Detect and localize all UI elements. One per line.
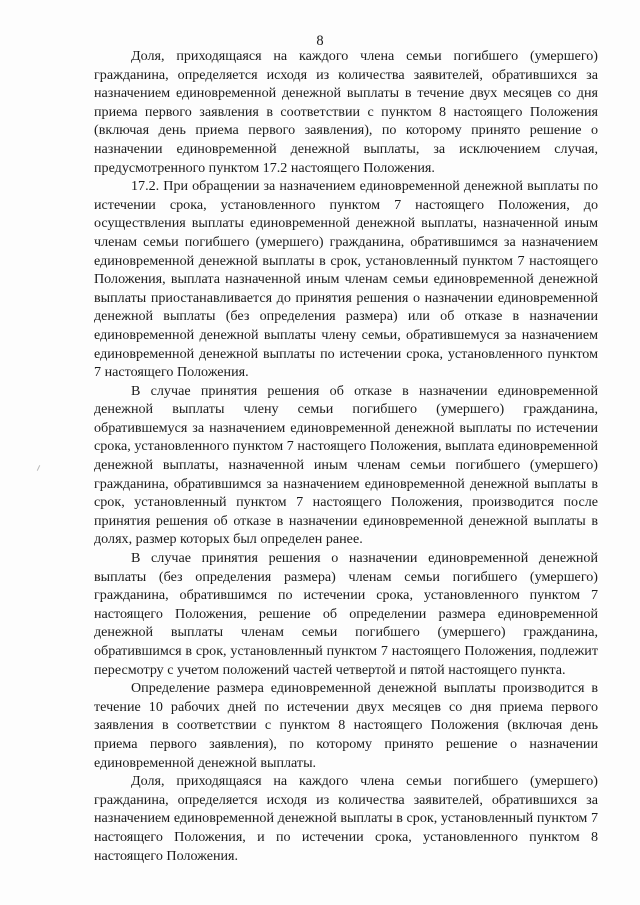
paragraph-clause-17-2: 17.2. При обращении за назначением единовременной денежной выплаты по истечении срока, установленного пунктом 7 настоящего Положения, до осуществления выплаты единовременной денежной выплаты, назначенной иным членам семьи погибшего (умершего) гражданина, обратившимся за назначением единовременной денежной выплаты в срок, установленный пунктом 7 настоящего Положения, выплата назначенной иным членам семьи единовременной денежной выплаты приостанавливается до принятия решения о назначении единовременной денежной выплаты (без определения размера) или об отказе в назначении единовременной денежной выплаты члену семьи, обратившемуся за назначением единовременной денежной выплаты по истечении срока, установленного пунктом 7 настоящего Положения. [94,178,598,381]
paragraph-share-definition: Доля, приходящаяся на каждого члена семьи погибшего (умершего) гражданина, определяется исходя из количества заявителей, обратившихся за назначением единовременной денежной выплаты в течение двух месяцев со дня приема первого заявления в соответствии с пунктом 8 настоящего Положения (включая день приема первого заявления), по которому принято решение о назначении единовременной денежной выплаты, за исключением случая, предусмотренного пунктом 17.2 настоящего Положения. [94,48,598,176]
paragraph-amount-determination: Определение размера единовременной денежной выплаты производится в течение 10 рабочих дней по истечении двух месяцев со дня приема первого заявления в соответствии с пунктом 8 настоящего Положения (включая день приема первого заявления), по которому принято решение о назначении единовременной денежной выплаты. [94,680,598,771]
paragraph-approval-case: В случае принятия решения о назначении единовременной денежной выплаты (без определения размера) членам семьи погибшего (умершего) гражданина, обратившимся по истечении срока, установленного пунктом 7 настоящего Положения, решение об определении размера единовременной денежной выплаты членам семьи погибшего (умершего) гражданина, обратившимся в срок, установленный пунктом 7 настоящего Положения, подлежит пересмотру с учетом положений частей четвертой и пятой настоящего пункта. [94,550,598,678]
paragraph-share-calculation: Доля, приходящаяся на каждого члена семьи погибшего (умершего) гражданина, определяется исходя из количества заявителей, обратившихся за назначением единовременной денежной выплаты в срок, установленный пунктом 7 настоящего Положения, и по истечении срока, установленного пунктом 8 настоящего Положения. [94,773,598,864]
document-body [94,47,598,865]
paragraph-refusal-case: В случае принятия решения об отказе в назначении единовременной денежной выплаты члену семьи погибшего (умершего) гражданина, обратившемуся за назначением единовременной денежной выплаты по истечении срока, установленного пунктом 7 настоящего Положения, выплата единовременной денежной выплаты, назначенной иным членам семьи погибшего (умершего) гражданина, обратившимся за назначением единовременной денежной выплаты в срок, установленный пунктом 7 настоящего Положения, производится после принятия решения об отказе в назначении единовременной денежной выплаты в долях, размер которых был определен ранее. [94,382,598,548]
page-number: 8 [316,33,324,49]
scan-artifact [37,465,40,471]
